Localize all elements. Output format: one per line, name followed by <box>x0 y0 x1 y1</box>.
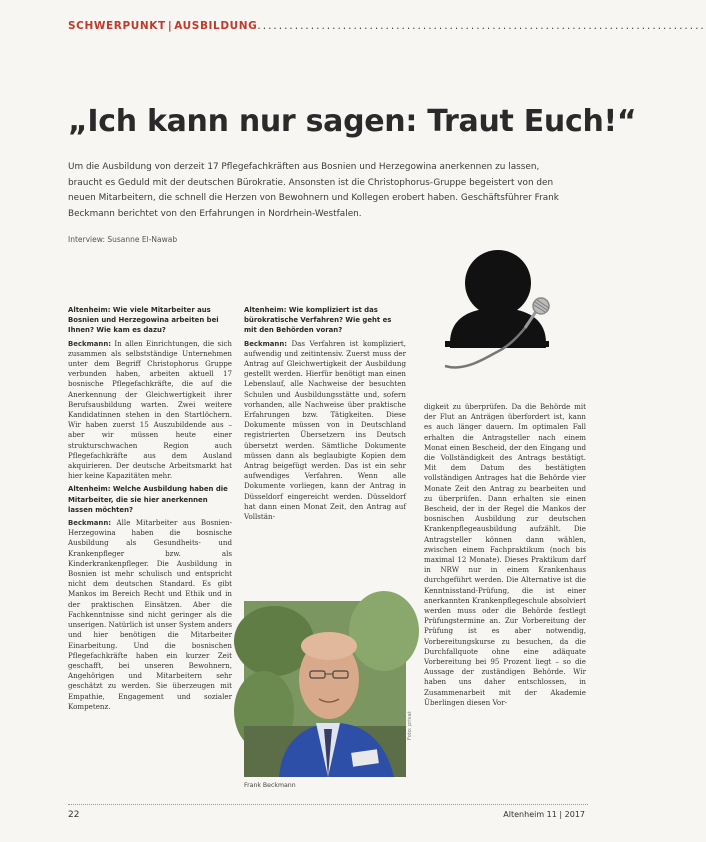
footer-divider <box>68 804 588 805</box>
article-title: „Ich kann nur sagen: Traut Euch!“ <box>68 104 637 139</box>
photo-credit: Foto: privat <box>407 711 413 740</box>
interview-question: Altenheim: Welche Ausbildung haben die Mitarbeiter, die sie hier anerkennen lassen möchten? <box>68 485 228 514</box>
speaker-label: Beckmann: <box>244 339 287 348</box>
magazine-issue: Altenheim 11 | 2017 <box>503 810 585 819</box>
article-lead: Um die Ausbildung von derzeit 17 Pflegefachkräften aus Bosnien und Herzegowina anerkennen zu lassen, braucht es Geduld mit der deutschen Bürokratie. Ansonsten ist die Christophorus-Gruppe begeistert von den neuen Mitarbeitern, die schnell die Herzen von Bewohnern und Kollegen erobert haben. Geschäftsführer Frank Beckmann berichtet von den Erfahrungen in Nordrhein-Westfalen. <box>68 162 559 219</box>
page-number: 22 <box>68 810 80 820</box>
interview-avatar-icon <box>445 248 565 378</box>
interview-answer <box>244 339 406 523</box>
subsection-label: AUSBILDUNG <box>174 20 258 32</box>
interview-question: Altenheim: Wie kompliziert ist das bürokratische Verfahren? Wie geht es mit den Behörden voran? <box>244 306 392 335</box>
interview-answer <box>68 339 232 482</box>
answer-text: Das Verfahren ist kompliziert, aufwendig und zeitintensiv. Zuerst muss der Antrag auf Gleichwertigkeit der Ausbildung gestellt werden. Hierfür benötigt man einen Lebenslauf, alle Nachweise der besuchten Schulen und Ausbildungsstätte und, sofern vorhanden, alle Nachweise über praktische Erfahrungen bzw. Tätigkeiten. Diese Dokumente müssen von in Deutschland registrierten Übersetzern ins Deutsch übersetzt werden. Sämtliche Dokumente müssen dann als beglaubigte Kopien dem Antrag beigefügt werden. Das ist ein sehr aufwendiges Verfahren. Wenn alle Dokumente vorliegen, kann der Antrag in Düsseldorf eingereicht werden. Düsseldorf hat dann einen Monat Zeit, den Antrag auf Vollstän- <box>244 338 406 522</box>
answer-text: Alle Mitarbeiter aus Bosnien-Herzegowina haben die bosnische Ausbildung als Gesundheits- und Krankenpfleger bzw. als Kinderkrankenpfleger. Die Ausbildung in Bosnien ist mehr schulisch und entspricht nicht dem deutschen Standard. Es gibt Mankos im Bereich Recht und Ethik und in der praktischen Einsätzen. Aber die Fachkenntnisse sind nicht geringer als die unserigen. Natürlich ist unser System anders und hier benötigen die Mitarbeiter Einarbeitung. Und die bosnischen Pflegefachkräfte haben ein kurzer Zeit geschafft, bei unseren Bewohnern, Angehörigen und Mitarbeitern sehr geschätzt zu werden. Sie überzeugen mit Empathie, Engagement und sozialer Kompetenz. <box>68 518 232 711</box>
interview-answer <box>68 518 232 712</box>
photo-caption: Frank Beckmann <box>244 782 296 789</box>
section-separator: | <box>167 20 173 32</box>
article-byline: Interview: Susanne El-Nawab <box>68 235 178 244</box>
interview-question: Altenheim: Wie viele Mitarbeiter aus Bosnien und Herzegowina arbeiten bei Ihnen? Wie kam es dazu? <box>68 306 219 335</box>
article-column-1 <box>68 305 232 785</box>
article-column-3 <box>424 402 586 787</box>
portrait-illustration <box>244 601 406 777</box>
section-kicker <box>68 20 706 36</box>
speaker-label: Beckmann: <box>68 519 111 528</box>
answer-text: In allen Einrichtungen, die sich zusammen als selbstständige Unternehmen unter dem Begriff Christophorus Gruppe verbunden haben, arbeiten aktuell 17 bosnische Pflegefachkräfte, die auf die Anerkennung der Gleichwertigkeit ihrer Berufsausbildung warten. Zwei weitere Kandidatinnen stehen in den Startlöchern. Wir haben zuerst 15 Auszubildende aus – aber wir müssen heute einer strukturschwachen Region auch Pflegefachkräfte aus dem Ausland akquirieren. Der deutsche Arbeitsmarkt hat hier keine Kapazitäten mehr. <box>68 338 232 481</box>
kicker-dots: .................................................................................... <box>257 20 706 32</box>
article-column-2 <box>244 305 406 590</box>
section-label: SCHWERPUNKT <box>68 20 166 32</box>
continued-answer-text: digkeit zu überprüfen. Da die Behörde mit der Flut an Anträgen überfordert ist, kann es auch länger dauern. Im optimalen Fall erhalten die Antragsteller nach einem Monat einen Bescheid, der den Eingang und die Vollständigkeit des Antrags bestätigt. Mit dem Datum des bestätigten vollständigen Antrages hat die Behörde vier Monate Zeit den Antrag zu bearbeiten und zu überprüfen. Dann erhalten sie einen Bescheid, der in der Regel die Mankos der bosnischen Ausbildung zur deutschen Krankenpflegeausbildung aufzählt. Die Antragsteller können dann wählen, zwischen einem Fachpraktikum (noch bis maximal 12 Monate). Dieses Praktikum darf in NRW nur in einem Krankenhaus durchgeführt werden. Die Alternative ist die Kenntnisstand-Prüfung, die ist einer anerkannten Krankenpflegeschule absolviert werden muss oder die Behörde festlegt Prüfungstermine an. Zur Vorbereitung der Prüfung ist es aber notwendig, Vorbereitungskurse zu besuchen, da die Durchfallquote ohne eine adäquate Vorbereitung bei 95 Prozent liegt – so die Aussage der zuständigen Behörde. Wir haben uns daher entschlossen, in Zusammenarbeit mit der Akademie Überlingen diesen Vor- <box>424 402 586 707</box>
speaker-label: Beckmann: <box>68 339 111 348</box>
portrait-photo <box>244 601 406 777</box>
